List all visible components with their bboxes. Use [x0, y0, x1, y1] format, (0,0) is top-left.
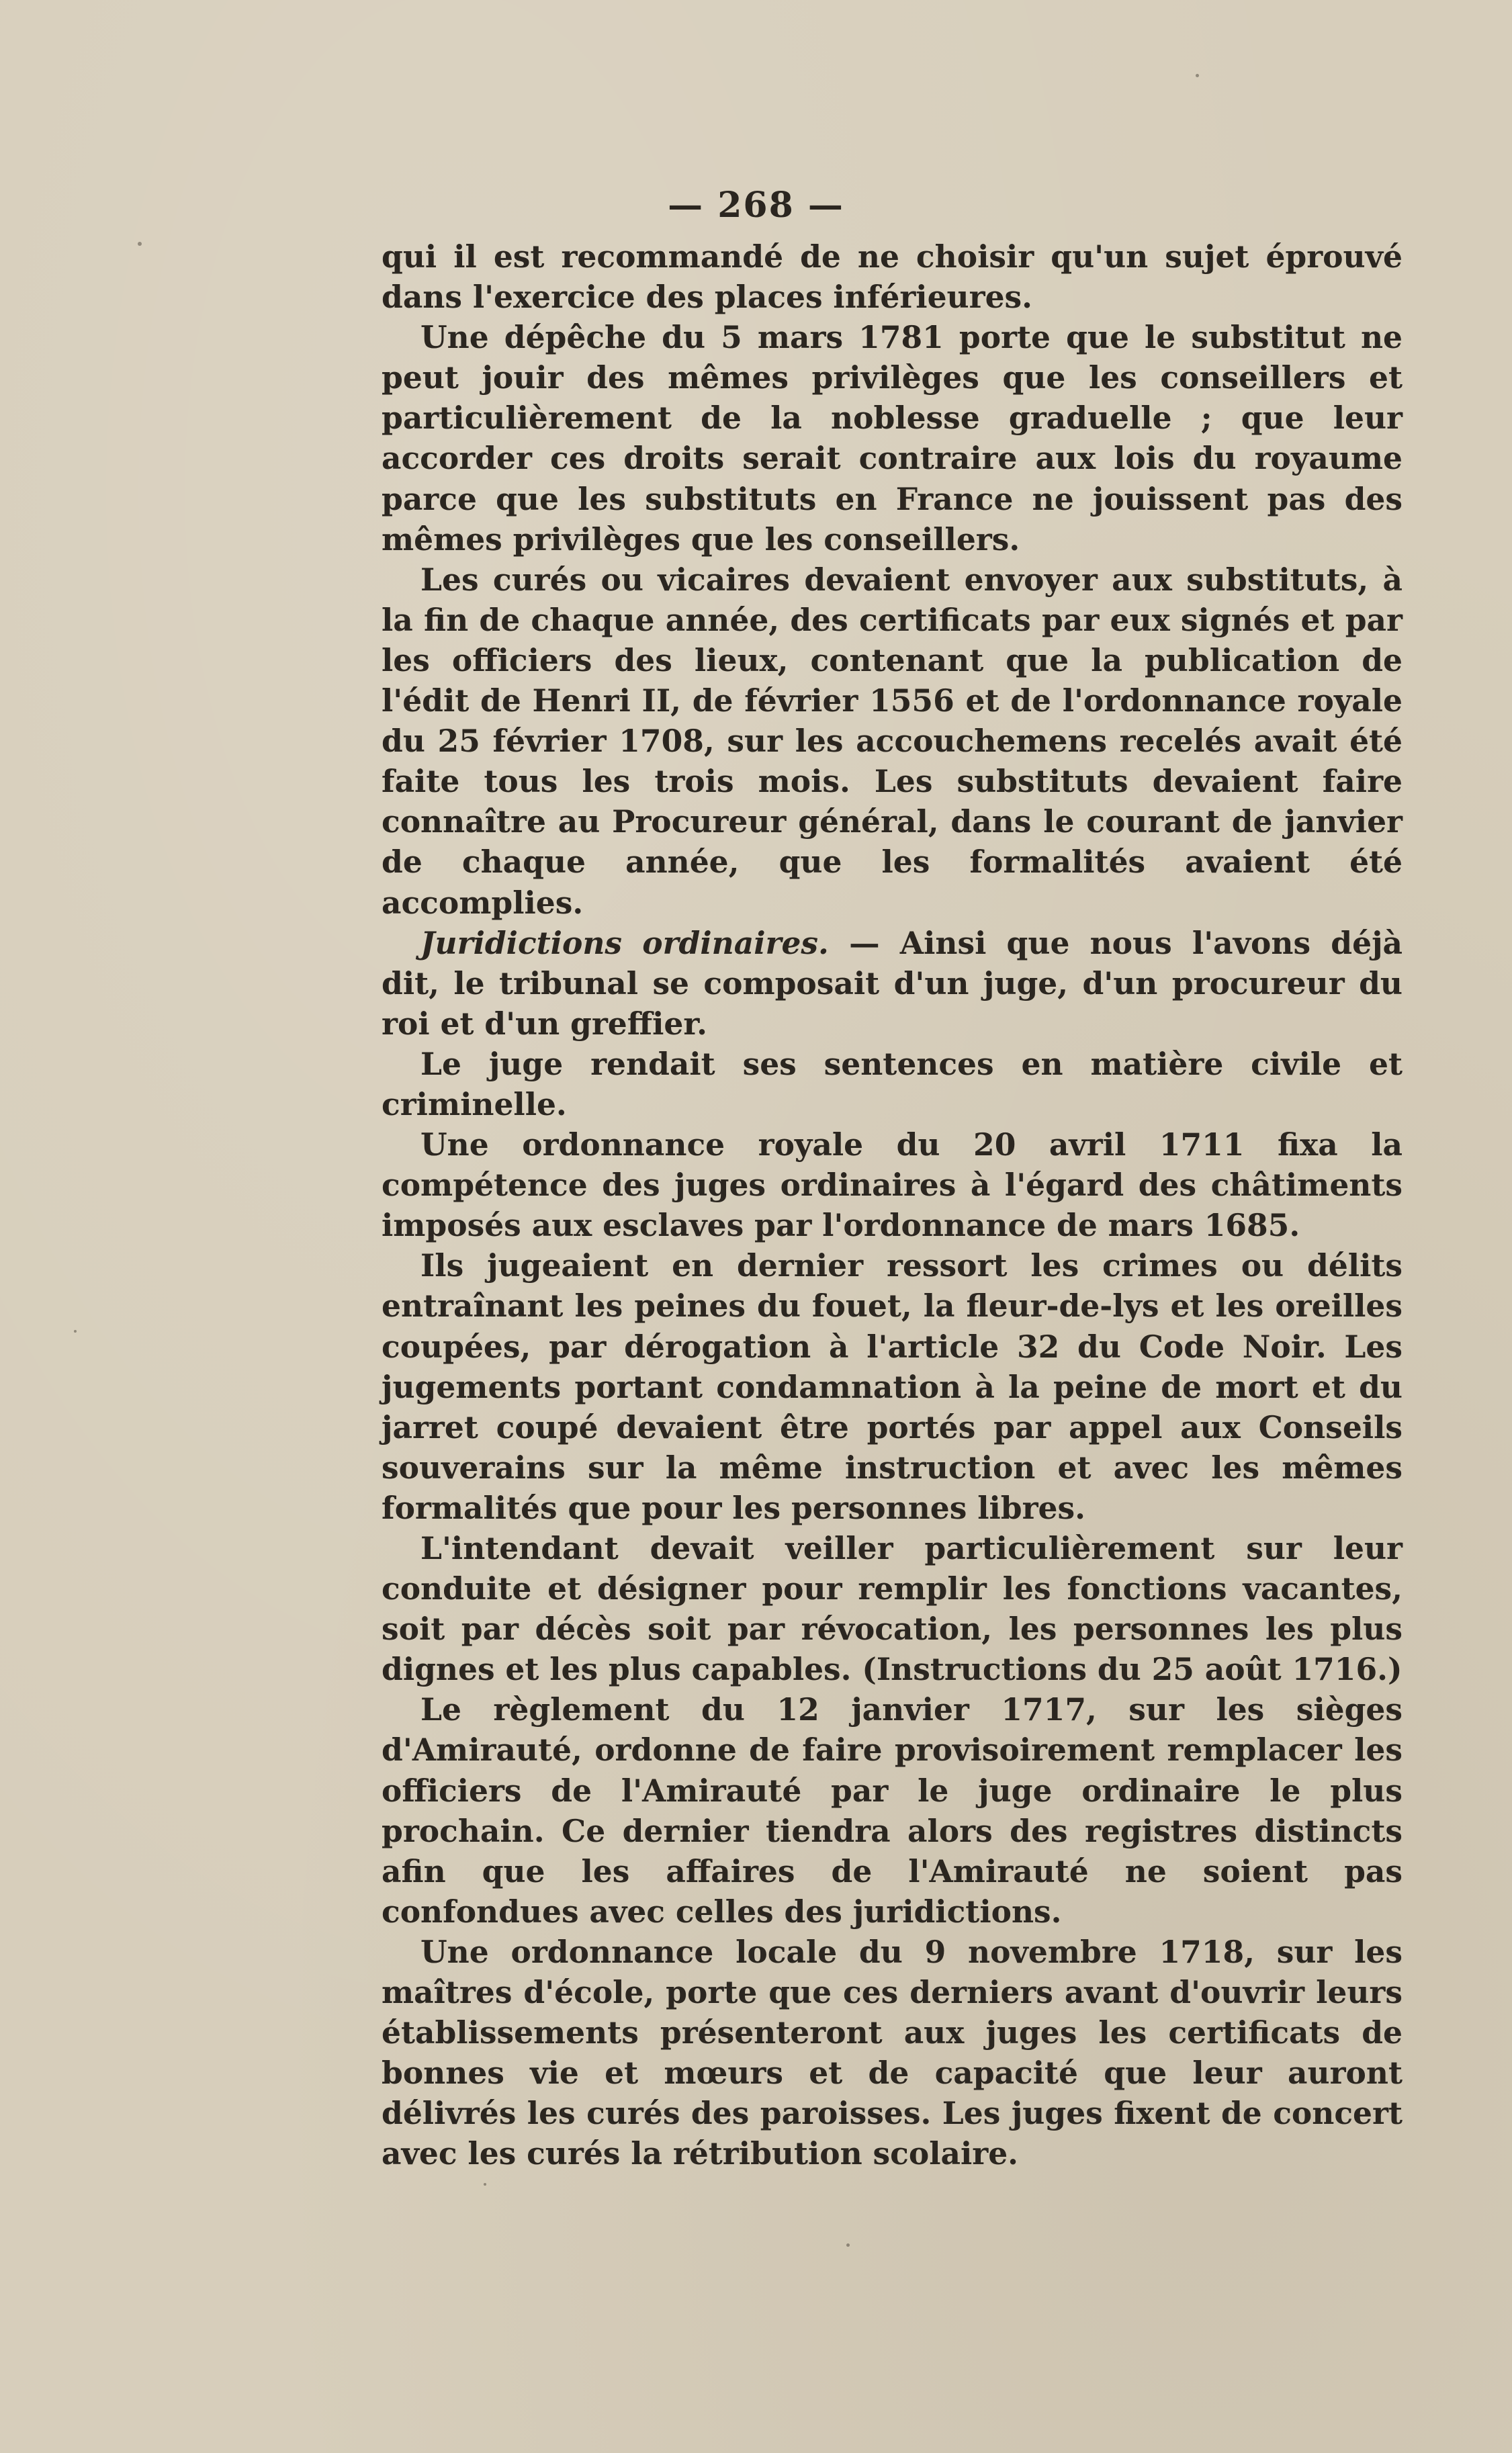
paper-speck [846, 2243, 850, 2247]
paragraph-3: Les curés ou vicaires devaient envoyer aux substituts, à la fin de chaque année, des certificats par eux signés et par les officiers des lieux, contenant que la publication de l'édit de Henri II, de février 1556 et de l'ordonnance royale du 25 février 1708, sur les accouchemens recelés avait été faite tous les trois mois. Les substituts devaient faire connaître au Procureur général, dans le courant de janvier de chaque année, que les formalités avaient été accomplies. [382, 561, 1403, 921]
paper-speck [1196, 74, 1199, 77]
paragraph-9: Le règlement du 12 janvier 1717, sur les sièges d'Amirauté, ordonne de faire provisoirement remplacer les officiers de l'Amirauté par le juge ordinaire le plus prochain. Ce dernier tiendra alors des registres distincts afin que les affaires de l'Amirauté ne soient pas confondues avec celles des juridictions. [382, 1691, 1403, 1930]
paragraph-7: Ils jugeaient en dernier ressort les crimes ou délits entraînant les peines du fouet, la fleur-de-lys et les oreilles coupées, par dérogation à l'article 32 du Code Noir. Les jugements portant condamnation à la peine de mort et du jarret coupé devaient être portés par appel aux Conseils souverains sur la même instruction et avec les mêmes formalités que pour les personnes libres. [382, 1247, 1403, 1526]
paper-speck [138, 242, 142, 246]
paper-speck [484, 2183, 486, 2186]
paragraph-5: Le juge rendait ses sentences en matière civile et criminelle. [382, 1045, 1403, 1122]
page-number: — 268 — [668, 185, 844, 226]
paragraph-4-text: — Ainsi que nous l'avons déjà dit, le tribunal se composait d'un juge, d'un procureur du roi et d'un greffier. [382, 924, 1403, 1042]
paragraph-2: Une dépêche du 5 mars 1781 porte que le substitut ne peut jouir des mêmes privilèges que les conseillers et particulièrement de la noblesse graduelle ; que leur accorder ces droits serait contraire aux lois du royaume parce que les substituts en France ne jouissent pas des mêmes privilèges que les conseillers. [382, 319, 1403, 558]
paragraph-10: Une ordonnance locale du 9 novembre 1718, sur les maîtres d'école, porte que ces derniers avant d'ouvrir leurs établissements présenteront aux juges les certificats de bonnes vie et mœurs et de capacité que leur auront délivrés les curés des paroisses. Les juges fixent de concert avec les curés la rétribution scolaire. [382, 1933, 1403, 2172]
paragraph-4 [382, 923, 1403, 1044]
section-title: Juridictions ordinaires. [420, 924, 829, 961]
paper-speck [74, 1330, 77, 1333]
paragraph-8: L'intendant devait veiller particulièrement sur leur conduite et désigner pour remplir les fonctions vacantes, soit par décès soit par révocation, les personnes les plus dignes et les plus capables. (Instructions du 25 août 1716.) [382, 1530, 1403, 1688]
paragraph-1: qui il est recommandé de ne choisir qu'un sujet éprouvé dans l'exercice des places inférieures. [382, 238, 1403, 316]
body-text [382, 236, 1403, 2174]
paragraph-6: Une ordonnance royale du 20 avril 1711 fixa la compétence des juges ordinaires à l'égard des châtiments imposés aux esclaves par l'ordonnance de mars 1685. [382, 1126, 1403, 1244]
